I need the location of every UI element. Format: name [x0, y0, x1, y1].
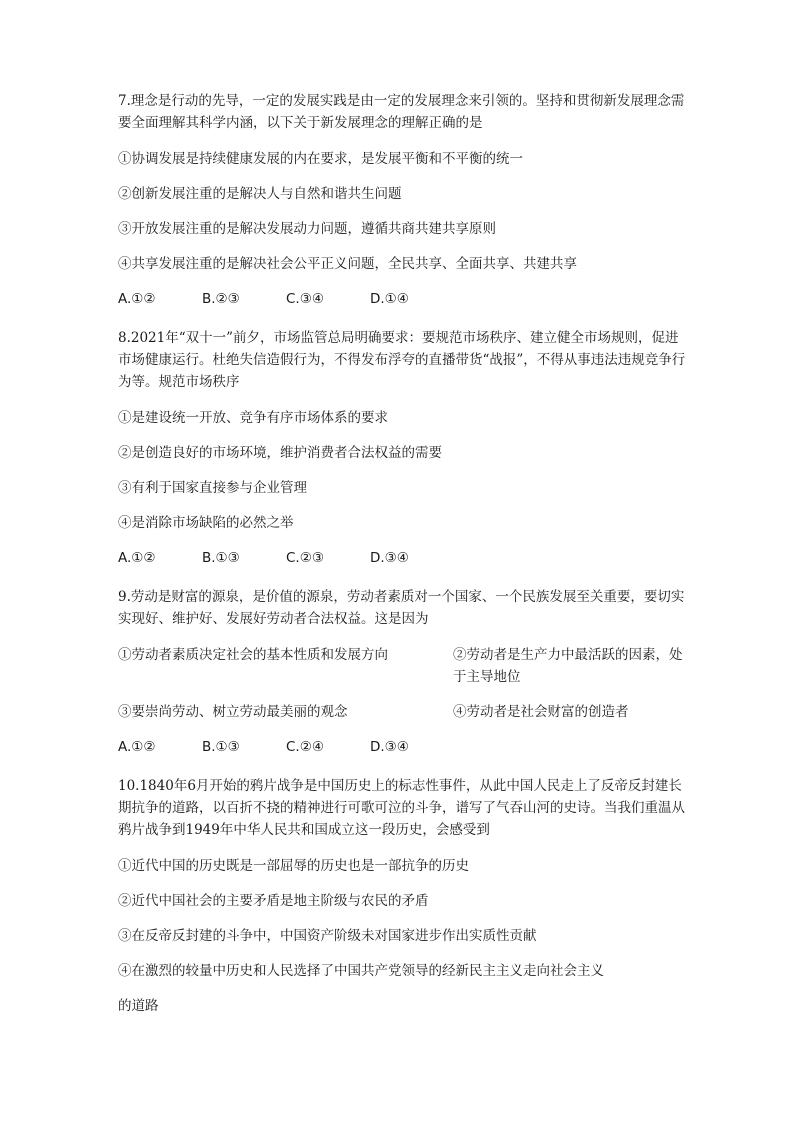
question-9-options-row-2 — [118, 701, 688, 723]
question-8-choice-a: A.①② — [118, 550, 156, 566]
question-7 — [118, 90, 688, 310]
question-10-option-1: ①近代中国的历史既是一部屈辱的历史也是一部抗争的历史 — [118, 858, 469, 874]
question-7-option-3: ③开放发展注重的是解决发展动力问题，遵循共商共建共享原则 — [118, 221, 496, 237]
question-7-choice-c: C.③④ — [286, 291, 324, 307]
question-9-choice-b: B.①③ — [202, 739, 240, 755]
question-8-choices — [118, 547, 688, 569]
question-9-choice-a: A.①② — [118, 739, 156, 755]
question-7-choices — [118, 288, 688, 310]
question-8-option-3: ③有利于国家直接参与企业管理 — [118, 480, 307, 496]
question-10-option-4: ④在激烈的较量中历史和人民选择了中国共产党领导的经新民主主义走向社会主义 — [118, 963, 604, 979]
question-9-choices — [118, 736, 688, 758]
question-8-stem: 8.2021年“双十一”前夕，市场监管总局明确要求：要规范市场秩序、建立健全市场规则，促进市场健康运行。杜绝失信造假行为，不得发布浮夸的直播带货“战报”，不得从事违法违规竞争行为等。规范市场秩序 — [118, 330, 686, 390]
question-7-choice-d: D.①④ — [370, 291, 409, 307]
question-7-option-2: ②创新发展注重的是解决人与自然和谐共生问题 — [118, 186, 402, 202]
question-9-options-row-1 — [118, 644, 688, 688]
question-10 — [118, 775, 688, 1017]
question-8-option-4: ④是消除市场缺陷的必然之举 — [118, 515, 294, 531]
question-10-stem: 10.1840年6月开始的鸦片战争是中国历史上的标志性事件，从此中国人民走上了反帝反封建长期抗争的道路，以百折不挠的精神进行可歌可泣的斗争，谱写了气吞山河的史诗。当我们重温从鸦片战争到1949年中华人民共和国成立这一段历史，会感受到 — [118, 778, 685, 838]
question-8-choice-d: D.③④ — [370, 550, 409, 566]
question-7-choice-a: A.①② — [118, 291, 156, 307]
question-9-choice-c: C.②④ — [286, 739, 324, 755]
question-8-option-2: ②是创造良好的市场环境，维护消费者合法权益的需要 — [118, 445, 442, 461]
question-10-option-3: ③在反帝反封建的斗争中，中国资产阶级未对国家进步作出实质性贡献 — [118, 928, 537, 944]
question-8-option-1: ①是建设统一开放、竞争有序市场体系的要求 — [118, 410, 388, 426]
question-10-option-2: ②近代中国社会的主要矛盾是地主阶级与农民的矛盾 — [118, 893, 429, 909]
question-8-choice-b: B.①③ — [202, 550, 240, 566]
question-9 — [118, 586, 688, 758]
question-9-choice-d: D.③④ — [370, 739, 409, 755]
question-10-option-4-continued: 的道路 — [118, 998, 159, 1014]
exam-page — [118, 90, 688, 1030]
question-8-choice-c: C.②③ — [286, 550, 324, 566]
question-9-option-3: ③要崇尚劳动、树立劳动最美丽的观念 — [118, 704, 348, 720]
question-9-stem: 9.劳动是财富的源泉，是价值的源泉，劳动者素质对一个国家、一个民族发展至关重要，要切实实现好、维护好、发展好劳动者合法权益。这是因为 — [118, 589, 685, 627]
question-7-choice-b: B.②③ — [202, 291, 240, 307]
question-9-option-4: ④劳动者是社会财富的创造者 — [453, 704, 629, 720]
question-7-stem: 7.理念是行动的先导，一定的发展实践是由一定的发展理念来引领的。坚持和贯彻新发展理念需要全面理解其科学内涵，以下关于新发展理念的理解正确的是 — [118, 93, 685, 131]
question-9-option-2: ②劳动者是生产力中最活跃的因素，处于主导地位 — [453, 647, 683, 685]
question-8 — [118, 327, 688, 569]
question-9-option-1: ①劳动者素质决定社会的基本性质和发展方向 — [118, 647, 388, 663]
question-7-option-1: ①协调发展是持续健康发展的内在要求，是发展平衡和不平衡的统一 — [118, 151, 523, 167]
question-7-option-4: ④共享发展注重的是解决社会公平正义问题，全民共享、全面共享、共建共享 — [118, 256, 577, 272]
